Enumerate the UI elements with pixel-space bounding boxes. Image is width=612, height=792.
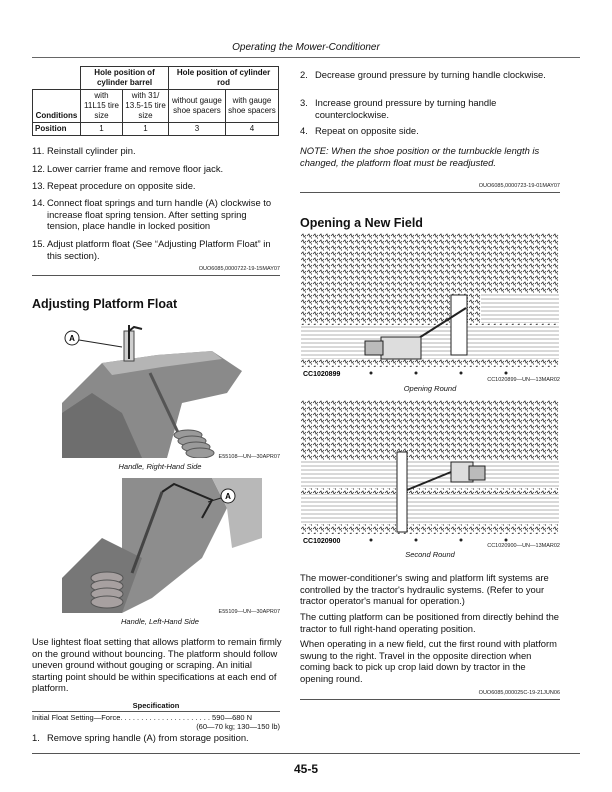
figure-code: CC1020900—UN—13MAR02 [487,543,560,549]
section-heading-field: Opening a New Field [300,216,423,230]
figure-code: CC1020899—UN—13MAR02 [487,377,560,383]
list-item [32,197,282,232]
step-text: Repeat on opposite side. [315,125,419,136]
figure-caption: Opening Round [403,384,457,393]
spec-row: Initial Float Setting—Force. . . . . . . . . . . . . . . . . . . . . . 590—680 N [32,713,253,722]
step-text: Decrease ground pressure by turning handle clockwise. [315,69,546,80]
table-cell: 3 [169,123,226,136]
figure-caption: Handle, Left-Hand Side [121,617,199,626]
section-heading-float: Adjusting Platform Float [32,297,178,311]
table-cell: with 31/ 13.5-15 tire size [123,90,169,123]
step-number: 2. [300,69,308,80]
second-round-figure [301,400,559,545]
table-cell: with 11L15 tire size [81,90,123,123]
section-rule [300,192,560,193]
step-text: Lower carrier frame and remove floor jack. [47,163,224,174]
list-item [32,732,282,744]
table-cell: with gauge shoe spacers [225,90,278,123]
step-number: 4. [300,125,308,136]
header-rule [32,57,580,58]
list-item [32,163,282,175]
footer-rule [32,753,580,754]
running-header: Operating the Mower-Conditioner [232,42,380,53]
reference-code: OUO6085,0000722-19-15MAY07 [198,266,280,272]
note-text: NOTE: When the shoe position or the turnbuckle length is changed, the platform float must be readjusted. [300,145,540,168]
specification-title: Specification [132,701,180,710]
table-cell: 1 [81,123,123,136]
table-row-label: Position [33,123,81,136]
step-number: 15. [32,238,46,249]
callout-a: A [225,492,231,501]
table-group-header: Hole position of cylinder barrel [81,67,169,90]
step-number: 12. [32,163,46,174]
spec-rule [32,711,280,712]
list-item [300,125,560,137]
table-row [33,123,279,136]
step-number: 11. [32,145,45,156]
page-number: 45-5 [293,762,319,776]
figure-code: E55108—UN—30APR07 [218,454,280,460]
step-number: 13. [32,180,46,191]
step-number: 1. [32,732,40,743]
step-text: Reinstall cylinder pin. [47,145,136,156]
position-table [32,66,279,136]
section-rule [300,699,560,700]
reference-code: OUO6085,0000723-19-01MAY07 [478,183,560,189]
figure-label: CC1020899 [303,371,341,378]
figure-caption: Handle, Right-Hand Side [118,462,202,471]
field-paragraph: When operating in a new field, cut the first round with platform swung to the right. Travel in the opposite direction when coming back to pick up crop laid down by tractor in the opening round. [300,638,557,684]
table-blank-cell [33,67,81,90]
list-item [300,69,560,81]
field-paragraph: The mower-conditioner's swing and platform lift systems are controlled by the tractor's hydraulic systems. (Refer to your tractor operator's manual for operation.) [300,572,549,607]
field-paragraph: The cutting platform can be positioned from directly behind the tractor to full right-hand operating position. [300,611,559,634]
handle-left-figure [62,478,282,613]
callout-a: A [69,334,75,343]
section-rule [32,275,280,276]
figure-code: E55109—UN—30APR07 [218,609,280,615]
table-cell: without gauge shoe spacers [169,90,226,123]
table-group-header: Hole position of cylinder rod [169,67,279,90]
list-item [32,145,282,157]
step-text: Increase ground pressure by turning handle counterclockwise. [315,97,497,120]
list-item [32,180,282,192]
spec-value: (60—70 kg; 130—150 lb) [196,722,280,731]
list-item [300,97,560,120]
step-text: Repeat procedure on opposite side. [47,180,196,191]
table-row [33,90,279,123]
step-text: Connect float springs and turn handle (A) clockwise to increase float spring tension. After setting spring tension, place handle in locked position [47,197,272,232]
table-cell: 1 [123,123,169,136]
table-row-label: Conditions [33,90,81,123]
step-text: Adjust platform float (See “Adjusting Platform Float” in this section). [47,238,271,261]
step-number: 14. [32,197,46,208]
figure-label: CC1020900 [303,538,341,545]
table-cell: 4 [225,123,278,136]
opening-round-figure [301,233,559,378]
table-group-header-row [33,67,279,90]
float-paragraph: Use lightest float setting that allows platform to remain firmly on the ground without bouncing. The platform should follow uneven ground without gouging or scraping. An initial starting point should be within specifications at each end of platform. [32,636,282,694]
handle-right-figure [62,323,282,458]
reference-code: OUO6085,000025C-19-21JUN06 [478,690,560,696]
step-text: Remove spring handle (A) from storage position. [47,732,249,743]
list-item [32,238,282,261]
figure-caption: Second Round [405,550,455,559]
step-number: 3. [300,97,308,108]
